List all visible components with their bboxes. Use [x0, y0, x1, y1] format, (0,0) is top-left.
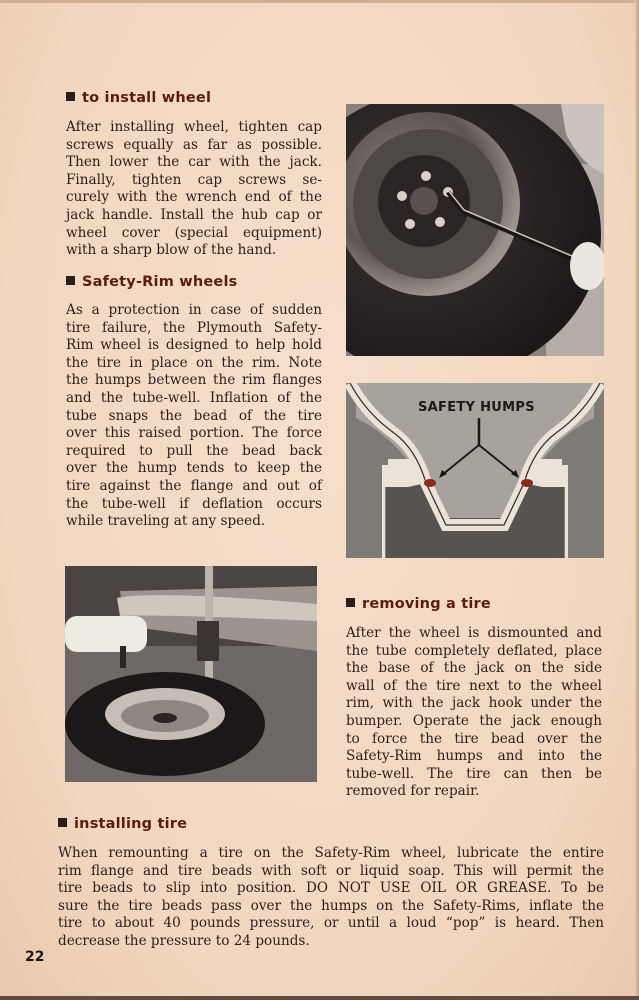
safety-hump-left: [424, 479, 436, 487]
heading-install-wheel: [66, 90, 211, 106]
text-line: Then lower the car with the jack.: [66, 154, 322, 171]
text-line: the base of the jack on the side: [346, 660, 602, 677]
heading-safety-rim: [66, 274, 237, 290]
text-line: As a protection in case of sudden: [66, 302, 322, 318]
paragraph-safety-rim: [66, 302, 322, 531]
square-bullet-icon: [66, 92, 75, 101]
heading-installing-tire: [58, 816, 187, 832]
text-line: over the hump tends to keep the: [66, 460, 322, 477]
square-bullet-icon: [66, 276, 75, 285]
page-number: 22: [25, 949, 45, 965]
text-line: bumper. Operate the jack enough: [346, 712, 602, 729]
safety-rim-diagram: [346, 383, 604, 558]
square-bullet-icon: [58, 818, 67, 827]
text-line: After installing wheel, tighten cap: [66, 119, 322, 135]
text-line: Rim wheel is designed to help hold: [66, 337, 322, 354]
text-line: tube snaps the bead of the tire: [66, 407, 322, 424]
wheel-wrench-photo: [346, 104, 604, 356]
safety-hump-right: [521, 479, 533, 487]
text-line: tire against the flange and out of: [66, 477, 322, 494]
text-line: and the tube-well. Inflation of the: [66, 389, 322, 406]
text-line: Safety-Rim humps and into the: [346, 748, 602, 765]
text-line: When remounting a tire on the Safety-Rim wheel, lubricate the entire: [58, 845, 604, 861]
text-line: tire failure, the Plymouth Safety-: [66, 319, 322, 336]
square-bullet-icon: [346, 598, 355, 607]
heading-text: installing tire: [74, 816, 188, 832]
text-line: wall of the tire next to the wheel: [346, 677, 602, 694]
text-line: After the wheel is dismounted and: [346, 625, 602, 641]
text-line: over this raised portion. The force: [66, 425, 322, 442]
text-line: tire to about 40 pounds pressure, or until a loud “pop” is heard. Then: [58, 915, 604, 932]
paragraph-install-wheel: [66, 119, 322, 260]
heading-text: Safety-Rim wheels: [82, 274, 238, 290]
text-line: the tube-well if deflation occurs: [66, 495, 322, 512]
text-line: decrease the pressure to 24 pounds.: [58, 932, 310, 949]
text-line: Finally, tighten cap screws se-: [66, 171, 322, 188]
wheel-wrench-illustration: [346, 104, 604, 356]
text-line: tube-well. The tire can then be: [346, 765, 602, 782]
paragraph-removing-tire: [346, 625, 602, 801]
text-line: curely with the wrench end of the: [66, 189, 322, 206]
text-line: the tube completely deflated, place: [346, 642, 602, 659]
heading-text: removing a tire: [362, 596, 491, 612]
heading-removing-tire: [346, 596, 491, 612]
text-line: jack handle. Install the hub cap or: [66, 206, 322, 223]
text-line: tire beads to slip into position. DO NOT USE OIL OR GREASE. To be: [58, 880, 604, 897]
text-line: while traveling at any speed.: [66, 513, 266, 530]
text-line: wheel cover (special equipment): [66, 224, 322, 241]
text-line: rim flange and tire beads with soft or liquid soap. This will permit the: [58, 862, 604, 879]
jack-tire-photo: [65, 566, 317, 782]
text-line: to force the tire bead over the: [346, 730, 602, 747]
page-edge-bottom: [0, 996, 639, 1000]
text-line: required to pull the bead back: [66, 442, 322, 459]
text-line: the humps between the rim flanges: [66, 372, 322, 389]
text-line: the tire in place on the rim. Note: [66, 354, 322, 371]
page-edge-right: [635, 0, 639, 1000]
safety-humps-label: SAFETY HUMPS: [418, 400, 535, 415]
text-line: with a sharp blow of the hand.: [66, 242, 277, 259]
paragraph-installing-tire: [58, 845, 604, 951]
page-edge-top: [0, 0, 639, 3]
text-line: rim, with the jack hook under the: [346, 695, 602, 712]
heading-text: to install wheel: [82, 90, 212, 106]
text-line: removed for repair.: [346, 783, 480, 800]
text-line: sure the tire beads pass over the humps on the Safety-Rims, inflate the: [58, 897, 604, 914]
jack-tire-illustration: [65, 566, 317, 782]
text-line: screws equally as far as possible.: [66, 136, 322, 153]
